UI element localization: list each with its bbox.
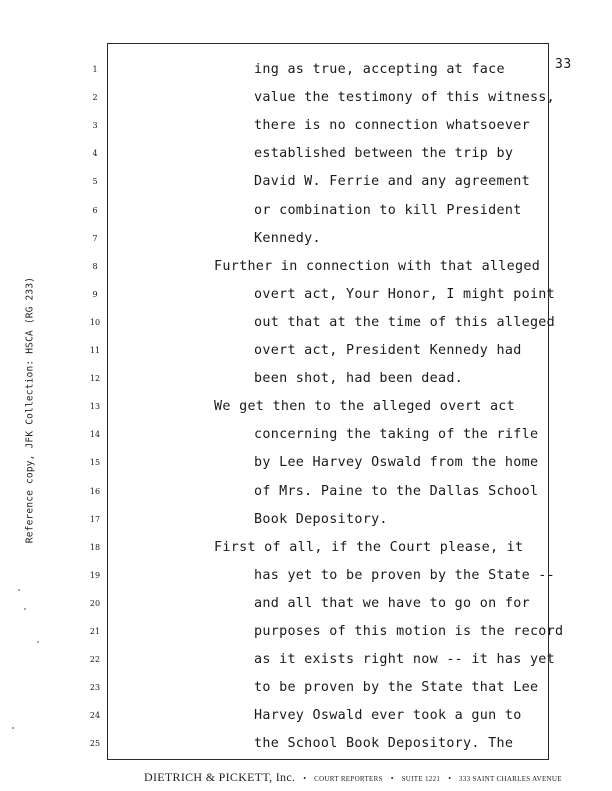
line-number: 12 xyxy=(89,374,101,384)
line-number: 16 xyxy=(89,486,101,496)
line-number: 22 xyxy=(89,655,101,665)
transcript-line: or combination to kill President xyxy=(254,202,522,218)
transcript-line: as it exists right now -- it has yet xyxy=(254,652,556,668)
transcript-line: by Lee Harvey Oswald from the home xyxy=(254,455,539,471)
transcript-line: been shot, had been dead. xyxy=(254,371,464,387)
transcript-line: Further in connection with that alleged xyxy=(214,258,541,274)
reporter-address: 333 SAINT CHARLES AVENUE xyxy=(459,775,562,783)
transcript-line: the School Book Depository. The xyxy=(254,736,514,752)
scan-speck xyxy=(24,608,26,610)
transcript-line: Book Depository. xyxy=(254,511,388,527)
line-number: 15 xyxy=(89,458,101,468)
line-number: 5 xyxy=(92,177,98,187)
footer-separator: • xyxy=(390,774,394,783)
transcript-line: established between the trip by xyxy=(254,146,514,162)
line-number: 10 xyxy=(89,317,101,327)
archive-reference-label: Reference copy, JFK Collection: HSCA (RG 233) xyxy=(24,276,36,544)
line-number: 20 xyxy=(89,598,101,608)
footer-separator: • xyxy=(448,774,452,783)
line-number: 8 xyxy=(92,261,98,271)
transcript-line: of Mrs. Paine to the Dallas School xyxy=(254,483,539,499)
line-number: 23 xyxy=(89,683,101,693)
line-number: 6 xyxy=(92,205,98,215)
transcript-line: concerning the taking of the rifle xyxy=(254,427,539,443)
line-number: 7 xyxy=(92,233,98,243)
transcript-line: there is no connection whatsoever xyxy=(254,118,530,134)
transcript-line: First of all, if the Court please, it xyxy=(214,539,524,555)
reporter-service: COURT REPORTERS xyxy=(314,775,383,783)
line-number: 9 xyxy=(92,289,98,299)
page-number: 33 xyxy=(555,57,572,72)
line-number: 14 xyxy=(89,430,101,440)
line-number: 25 xyxy=(89,739,101,749)
line-number: 11 xyxy=(89,346,101,355)
line-number: 1 xyxy=(92,65,98,74)
line-number: 17 xyxy=(89,514,101,524)
line-number: 4 xyxy=(92,149,98,159)
transcript-line: Harvey Oswald ever took a gun to xyxy=(254,708,522,724)
reporter-suite: SUITE 1221 xyxy=(401,775,441,783)
transcript-line: We get then to the alleged overt act xyxy=(214,399,516,415)
reporter-footer xyxy=(144,768,562,786)
transcript-line: purposes of this motion is the record xyxy=(254,624,564,639)
transcript-line: overt act, President Kennedy had xyxy=(254,343,522,358)
line-number: 13 xyxy=(89,402,101,412)
line-number: 24 xyxy=(89,711,101,721)
line-number: 2 xyxy=(92,93,98,103)
scan-speck xyxy=(37,641,39,643)
transcript-line: to be proven by the State that Lee xyxy=(254,680,539,696)
transcript-line: Kennedy. xyxy=(254,230,321,246)
footer-separator: • xyxy=(303,774,307,783)
scan-speck xyxy=(18,589,20,591)
scan-speck xyxy=(12,727,14,729)
transcript-line: overt act, Your Honor, I might point xyxy=(254,286,556,302)
line-number: 21 xyxy=(89,627,101,636)
transcript-line: and all that we have to go on for xyxy=(254,595,530,611)
line-number: 18 xyxy=(89,542,101,552)
transcript-line: out that at the time of this alleged xyxy=(254,314,556,330)
line-number: 3 xyxy=(92,121,98,131)
line-number: 19 xyxy=(89,570,101,580)
transcript-line: has yet to be proven by the State -- xyxy=(254,567,556,583)
reporter-firm-name: DIETRICH & PICKETT, Inc. xyxy=(144,770,296,784)
transcript-line: value the testimony of this witness, xyxy=(254,90,556,106)
transcript-line: David W. Ferrie and any agreement xyxy=(254,174,530,190)
transcript-line: ing as true, accepting at face xyxy=(254,62,505,77)
